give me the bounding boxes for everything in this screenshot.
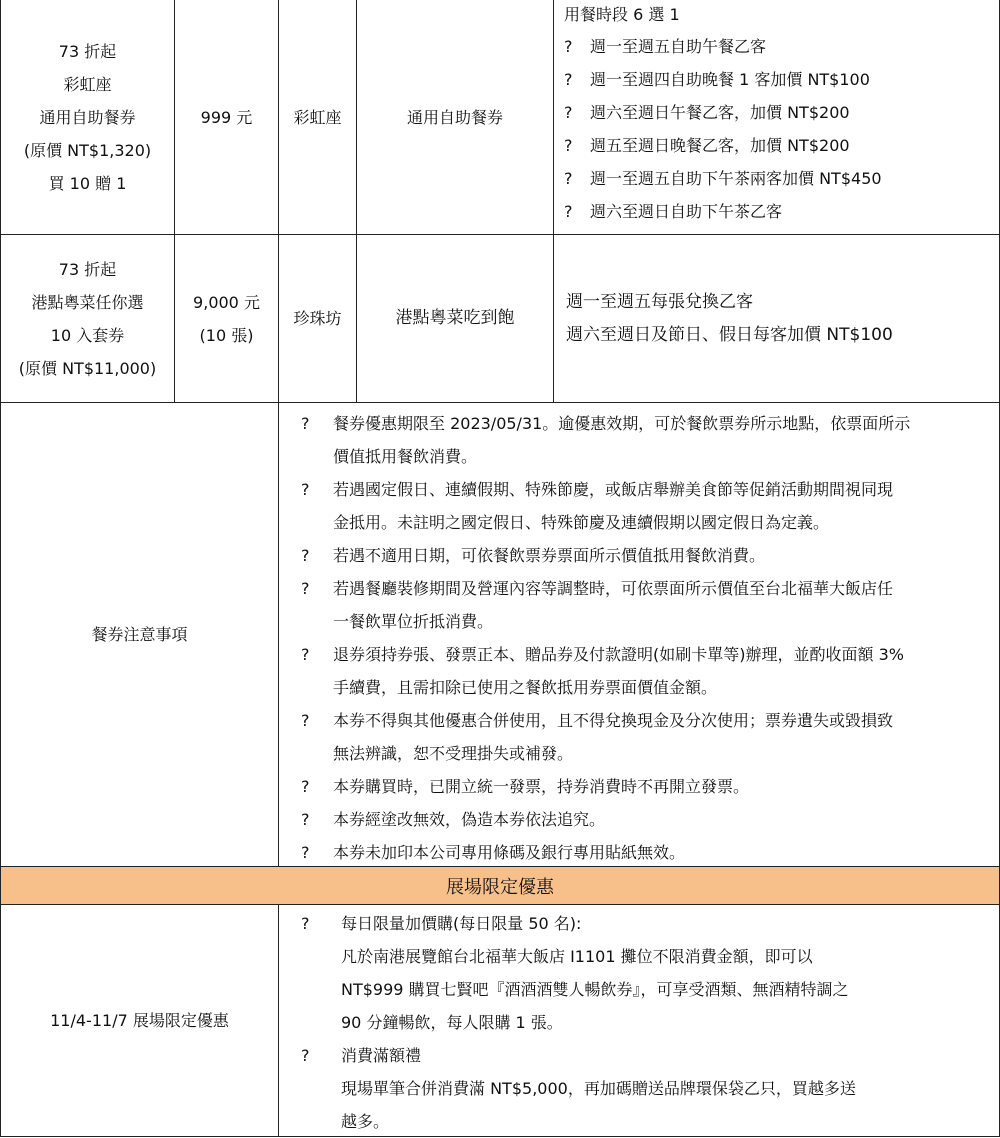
list-item: ? 退券須持券張、發票正本、贈品券及付款證明(如刷卡單等)辦理，並酌收面額 3% 手續費，且需扣除已使用之餐飲抵用券票面價值金額。 <box>301 638 999 704</box>
row1-usage-cell <box>554 0 1000 235</box>
list-item: ? 餐券優惠期限至 2023/05/31。逾優惠效期，可於餐飲票券所示地點，依票面所示 價值抵用餐飲消費。 <box>301 407 999 473</box>
bullet-icon: ? <box>301 645 310 664</box>
row2-restaurant-cell <box>279 235 357 403</box>
row2-price-count: (10 張) <box>199 325 254 345</box>
row1-restaurant: 彩虹座 <box>293 107 342 127</box>
list-item: ? 本券經塗改無效，偽造本券依法追究。 <box>301 803 999 836</box>
list-item: ? 若遇國定假日、連續假期、特殊節慶，或飯店舉辦美食節等促銷活動期間視同現 金抵用。未註明之國定假日、特殊節慶及連續假期以國定假日為定義。 <box>301 473 999 539</box>
row2-ticket-type: 港點粵菜吃到飽 <box>395 308 515 328</box>
row2-type-cell <box>357 235 554 403</box>
row2-usage-cell <box>554 235 1000 403</box>
list-item: ? 週一至週五自助午餐乙客 <box>564 30 999 63</box>
list-item: ? 若遇不適用日期，可依餐飲票券票面所示價值抵用餐飲消費。 <box>301 539 999 572</box>
bullet-icon: ? <box>301 414 310 433</box>
row1-name-cell <box>0 0 175 235</box>
bullet-icon: ? <box>301 480 310 499</box>
list-item: ? 本券不得與其他優惠合併使用，且不得兌換現金及分次使用；票券遺失或毀損致 無法辨識，恕不受理掛失或補發。 <box>301 704 999 770</box>
bullet-icon: ? <box>301 1046 310 1065</box>
promo-label: 11/4-11/7 展場限定優惠 <box>50 1011 229 1030</box>
row1-name-line: 73 折起 <box>58 41 117 61</box>
bullet-icon: ? <box>564 37 573 56</box>
promo-label-cell <box>0 905 279 1137</box>
list-item: ? 消費滿額禮 現場單筆合併消費滿 NT$5,000，再加碼贈送品牌環保袋乙只，買越多送 越多。 <box>301 1039 999 1138</box>
bullet-icon: ? <box>301 711 310 730</box>
list-item: ? 本券購買時，已開立統一發票，持券消費時不再開立發票。 <box>301 770 999 803</box>
row1-restaurant-cell <box>279 0 357 235</box>
row1-price: 999 元 <box>200 107 253 127</box>
list-item: ? 每日限量加價購(每日限量 50 名): 凡於南港展覽館台北福華大飯店 I1101 攤位不限消費金額，即可以 NT$999 購買七賢吧『酒酒酒雙人暢飲券』，可享受酒類、無酒精特調之 90 分鐘暢飲，每人限購 1 張。 <box>301 907 999 1039</box>
bullet-icon: ? <box>301 914 310 933</box>
row2-name-cell <box>0 235 175 403</box>
row2-name-line: 73 折起 <box>58 259 117 279</box>
notes-label-cell <box>0 403 279 867</box>
row1-ticket-type: 通用自助餐券 <box>406 107 503 127</box>
list-item: ? 週六至週日自助下午茶乙客 <box>564 195 999 228</box>
bullet-icon: ? <box>301 546 310 565</box>
bullet-icon: ? <box>564 103 573 122</box>
list-item: ? 本券未加印本公司專用條碼及銀行專用貼紙無效。 <box>301 836 999 869</box>
notes-list-cell <box>279 403 1000 867</box>
row2-name-line: 10 入套券 <box>50 325 125 345</box>
row2-price: 9,000 元 <box>193 292 260 312</box>
list-item: ? 若遇餐廳裝修期間及營運內容等調整時，可依票面所示價值至台北福華大飯店任 一餐飲單位折抵消費。 <box>301 572 999 638</box>
row2-name-line: (原價 NT$11,000) <box>18 358 157 378</box>
promo-detail-cell <box>279 905 1000 1137</box>
row1-name-line: 彩虹座 <box>63 74 112 94</box>
usage-heading: 用餐時段 6 選 1 <box>564 5 680 24</box>
bullet-icon: ? <box>301 777 310 796</box>
list-item: ? 週六至週日午餐乙客，加價 NT$200 <box>564 96 999 129</box>
bullet-icon: ? <box>564 136 573 155</box>
row1-name-line: (原價 NT$1,320) <box>23 140 152 160</box>
row2-usage-line: 週一至週五每張兌換乙客 <box>566 291 753 312</box>
list-item: ? 週一至週四自助晚餐 1 客加價 NT$100 <box>564 63 999 96</box>
row2-price-cell <box>175 235 279 403</box>
bullet-icon: ? <box>564 169 573 188</box>
bullet-icon: ? <box>301 810 310 829</box>
promo-band-title: 展場限定優惠 <box>446 876 554 898</box>
bullet-icon: ? <box>301 843 310 862</box>
row2-restaurant: 珍珠坊 <box>293 309 342 328</box>
list-item: ? 週一至週五自助下午茶兩客加價 NT$450 <box>564 162 999 195</box>
list-item: ? 週五至週日晚餐乙客，加價 NT$200 <box>564 129 999 162</box>
notes-label: 餐券注意事項 <box>91 625 188 644</box>
row2-usage-line: 週六至週日及節日、假日每客加價 NT$100 <box>566 324 893 345</box>
row1-name-line: 通用自助餐券 <box>39 107 136 127</box>
bullet-icon: ? <box>301 579 310 598</box>
promo-band <box>0 867 1000 905</box>
row2-name-line: 港點粵菜任你選 <box>31 292 144 312</box>
row1-type-cell <box>357 0 554 235</box>
row1-price-cell <box>175 0 279 235</box>
bullet-icon: ? <box>564 70 573 89</box>
bullet-icon: ? <box>564 202 573 221</box>
row1-name-line: 買 10 贈 1 <box>48 173 127 193</box>
